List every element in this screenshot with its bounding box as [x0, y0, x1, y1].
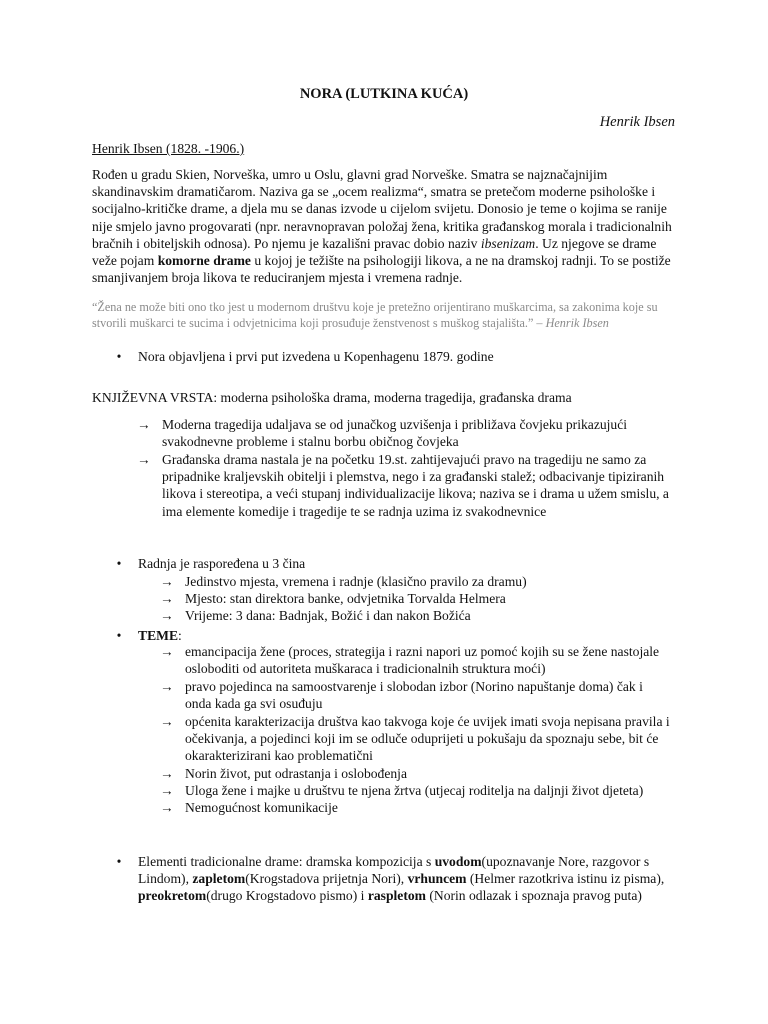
theme-item — [160, 713, 670, 767]
chamber-drama-term: komorne drame — [157, 253, 251, 269]
bullet-icon: • — [116, 556, 122, 571]
genre-line: KNJIŽEVNA VRSTA: moderna psihološka drama, moderna tragedija, građanska drama — [92, 390, 572, 405]
themes-colon: : — [178, 628, 182, 643]
term-uvod: uvodom — [434, 854, 482, 869]
bio-text-2: . Uz njegove se drame veže pojam — [92, 235, 657, 269]
structure-item-text: Mjesto: stan direktora banke, odvjetnika Torvalda Helmera — [185, 591, 506, 606]
arrow-right-icon: → — [160, 679, 174, 694]
arrow-right-icon: → — [160, 574, 174, 589]
arrow-right-icon: → — [160, 800, 174, 815]
structure-item-text: Jedinstvo mjesta, vremena i radnje (klasično pravilo za dramu) — [185, 574, 527, 589]
themes-label-text: TEME — [138, 628, 179, 643]
theme-item-text: Norin život, put odrastanja i oslobođenja — [185, 766, 407, 781]
arrow-right-icon: → — [160, 714, 174, 729]
genre-item-text: Moderna tragedija udaljava se od junačkog uzvišenja i približava čovjeku prikazujući svakodnevne probleme i stalnu borbu običnog čovjeka — [162, 417, 628, 450]
elements-text-1: Elementi tradicionalne drame: dramska kompozicija s — [138, 854, 435, 869]
elements-text-6: (Norin odlazak i spoznaja pravog puta) — [425, 888, 642, 904]
document-title: NORA (LUTKINA KUĆA) — [299, 86, 469, 102]
term-rasplet: raspletom — [367, 888, 426, 904]
premiere-text: Nora objavljena i prvi put izvedena u Kopenhagenu 1879. godine — [138, 349, 494, 364]
elements-text — [138, 853, 677, 905]
arrow-right-icon: → — [160, 783, 174, 798]
bio-paragraph — [92, 166, 672, 286]
quote-attribution: Henrik Ibsen — [545, 316, 609, 330]
term-vrhunac: vrhuncem — [407, 871, 467, 887]
arrow-right-icon: → — [137, 452, 151, 467]
elements-text-5: (drugo Krogstadovo pismo) i — [206, 888, 368, 904]
elements-text-2: (upoznavanje Nore, razgovor s Lindom), — [138, 854, 650, 887]
ibsen-quote — [92, 299, 672, 331]
genre-item — [137, 451, 677, 521]
theme-item-text: Nemogućnost komunikacije — [185, 800, 338, 815]
genre-item — [137, 416, 677, 452]
arrow-right-icon: → — [160, 591, 174, 606]
bio-heading: Henrik Ibsen (1828. -1906.) — [92, 141, 245, 156]
ibsenism-term: ibsenizam — [480, 235, 536, 251]
structure-item-text: Vrijeme: 3 dana: Badnjak, Božić i dan nakon Božića — [185, 608, 471, 623]
themes-label — [138, 627, 182, 644]
bullet-icon: • — [116, 349, 122, 364]
theme-item — [160, 678, 670, 714]
elements-text-4: (Helmer razotkriva istinu iz pisma), — [466, 871, 665, 887]
bio-text-1: Rođen u gradu Skien, Norveška, umro u Oslu, glavni grad Norveške. Smatra se najznačajnijim skandinavskim dramatičarom. Naziva ga se „ocem realizma“, smatra se pretečom moderne psihološke i socijalno-kritičke drame, a djela mu se danas izvode u cijelom svijetu. Donosio je teme o kojima se ranije nije smjelo javno progovarati (npr. neravnopravan položaj žena, kritika građanskog morala i tradicionalnih bračnih i obiteljskih odnosa). Po njemu je kazališni pravac dobio naziv — [92, 167, 672, 251]
arrow-right-icon: → — [137, 417, 151, 432]
theme-item-text: emancipacija žene (proces, strategija i razni napori uz pomoć kojih su se žene nastojale osloboditi od autoriteta muškaraca i tradicionalnih struktura moći) — [185, 644, 660, 677]
theme-item — [160, 643, 670, 679]
theme-item-text: Uloga žene i majke u društvu te njena žrtva (utjecaj roditelja na daljnji život djeteta) — [185, 783, 644, 798]
bio-text-3: u kojoj je težište na psihologiji likova, a ne na dramskoj radnji. To se postiže smanjivanjem broja likova te reduciranjem mjesta i vremena radnje. — [92, 253, 671, 286]
structure-lead: Radnja je raspoređena u 3 čina — [138, 556, 306, 571]
quote-text: “Žena ne može biti ono tko jest u modernom društvu koje je pretežno orijentirano muškarcima, sa zakonima koje su stvorili muškarci te sucima i odvjetnicima koji prosuđuje ženstvenost s muškog stajališta.” – — [92, 300, 658, 330]
theme-item-text: općenita karakterizacija društva kao takvoga koje će uvijek imati svoja nepisana pravila i očekivanja, a pojedinci koji im se odluče oduprijeti u pokušaju da spoznaju sebe, bit će okarakterizirani kao problematični — [185, 714, 670, 764]
author-name: Henrik Ibsen — [599, 114, 675, 130]
term-zaplet: zapletom — [192, 871, 246, 887]
elements-text-3: (Krogstadova prijetnja Nori), — [245, 871, 408, 887]
arrow-right-icon: → — [160, 644, 174, 659]
bullet-icon: • — [116, 854, 122, 869]
genre-item-text: Građanska drama nastala je na početku 19.st. zahtijevajući pravo na tragediju ne samo za pripadnike kraljevskih obitelji i plemstva, nego i za građanski stalež; odbacivanje tipiziranih likova i stereotipa, a veći stupanj individualizacije likova; naziva se i drama u užem smislu, a ima elemente komedije i tragedije te se radnja uzima iz svakodnevnice — [162, 452, 669, 519]
theme-item-text: pravo pojedinca na samoostvarenje i slobodan izbor (Norino napuštanje doma) čak i onda kada ga svi osuđuju — [185, 679, 643, 712]
term-preokret: preokretom — [138, 888, 207, 904]
bullet-icon: • — [116, 628, 122, 643]
arrow-right-icon: → — [160, 608, 174, 623]
arrow-right-icon: → — [160, 766, 174, 781]
